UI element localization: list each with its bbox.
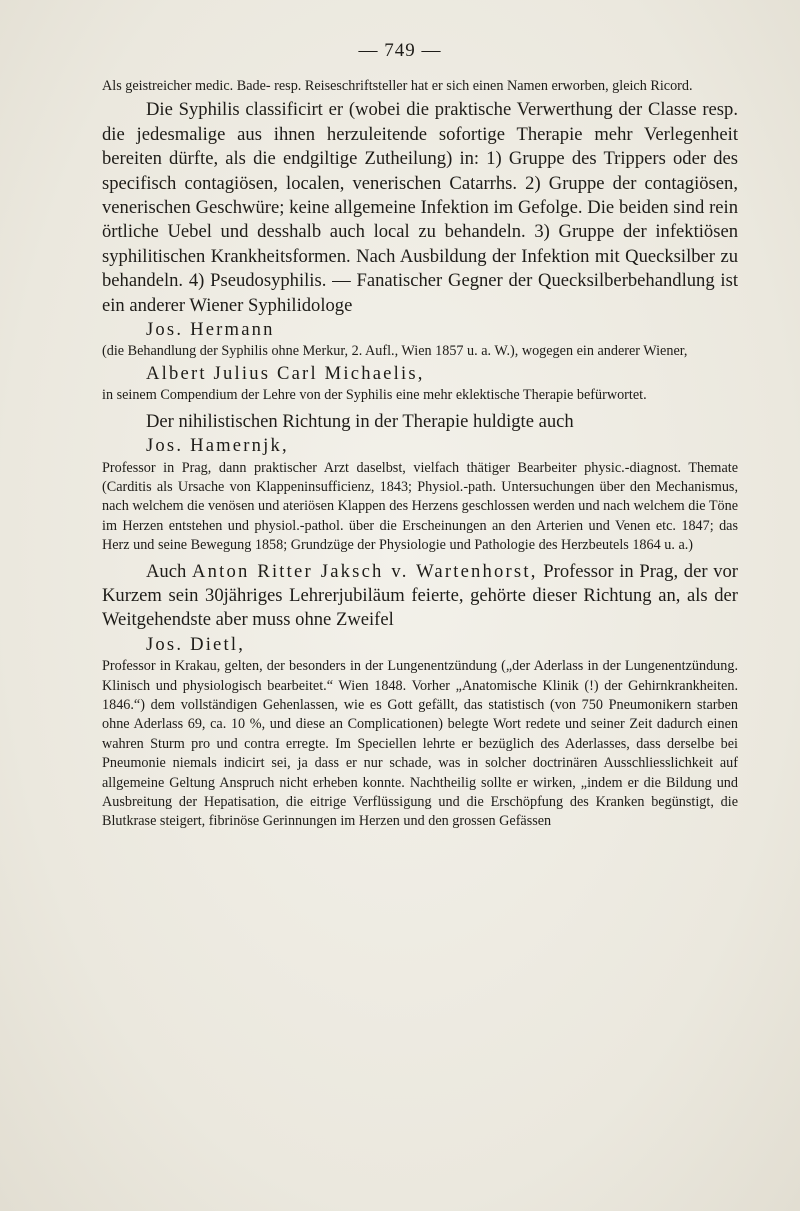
paragraph-jaksch <box>102 560 738 633</box>
paragraph-dietl-aderlass: Professor in Krakau, gelten, der besonders in der Lungenentzündung („der Aderlass in der Lungenentzündung. Klinisch und physiologisch bearbeitet.“ Wien 1848. Vorher „Anatomische Klinik (!) der Gehirnkrankheiten. 1846.“) dem vollständigen Gehenlassen, wie es Gott gefällt, das statistisch (von 750 Pneumonikern starben ohne Aderlass 69, ca. 10 %, und diese an Complicationen) belegte Wort redete und seiner Zeit dadurch einen wahren Sturm pro und contra erregte. Im Speciellen lehrte er bezüglich des Aderlasses, dass derselbe bei Pneumonie niemals indicirt sei, ja dass er nur schade, was in solcher doctrinären Ausschliesslichkeit auf allgemeine Geltung Anspruch nicht erheben konnte. Nachtheilig sollte er wirken, „indem er die Bildung und Ausbreitung der Hepatisation, die eitrige Verflüssigung und die Erschöpfung des Kranken begünstigt, die Blutkrase steigert, fibrinöse Gerinnungen im Herzen und den grossen Gefässen <box>102 658 738 830</box>
paragraph-hermann-reference: (die Behandlung der Syphilis ohne Merkur, 2. Aufl., Wien 1857 u. a. W.), wogegen ein anderer Wiener, <box>102 343 688 360</box>
paragraph-ricord: Als geistreicher medic. Bade- resp. Reiseschriftsteller hat er sich einen Namen erworben, gleich Ricord. <box>102 78 693 94</box>
paragraph-michaelis-compendium: in seinem Compendium der Lehre von der Syphilis eine mehr eklektische Therapie befürwortet. <box>102 387 647 404</box>
page-number: — 749 — <box>358 40 442 61</box>
page-body <box>102 77 738 832</box>
name-hamernjk: Jos. Hamernjk, <box>146 435 289 457</box>
paragraph-nihilistic-therapy: Der nihilistischen Richtung in der Therapie huldigte auch <box>146 410 574 432</box>
name-michaelis: Albert Julius Carl Michaelis, <box>146 362 425 384</box>
name-jaksch: Anton Ritter Jaksch v. Wartenhorst, <box>191 560 538 582</box>
name-hermann: Jos. Hermann <box>146 319 275 341</box>
paragraph-syphilis-classification: Die Syphilis classificirt er (wobei die praktische Verwerthung der Classe resp. die jedesmalige aus ihnen herzuleitende sofortige Therapie mehr Verlegenheit bereiten dürfte, als die endgiltige Zutheilung) in: 1) Gruppe des Trippers oder des specifisch contagiösen, localen, venerischen Catarrhs. 2) Gruppe der contagiösen, venerischen Geschwüre; keine allgemeine Infektion im Gefolge. Die beiden sind rein örtliche Uebel und desshalb auch local zu behandeln. 3) Gruppe der infektiösen syphilitischen Krankheitsformen. Nach Ausbildung der Infektion mit Quecksilber zu behandeln. 4) Pseudosyphilis. — Fanatischer Gegner der Quecksilberbehandlung ist ein anderer Wiener Syphilidologe <box>102 99 738 316</box>
jaksch-body-text: Professor in Prag, der vor Kurzem sein 30jähriges Lehrerjubiläum feierte, gehörte dieser Richtung an, als der Weitgehendste aber muss ohne Zweifel <box>102 560 738 631</box>
paragraph-hamernjk-works: Professor in Prag, dann praktischer Arzt daselbst, vielfach thätiger Bearbeiter physic.-diagnost. Themate (Carditis als Ursache von Klappeninsufficienz, 1843; Physiol.-path. Untersuchungen über den Mechanismus, nach welchem die venösen und ateriösen Klappen des Herzens geschlossen werden und nach welchem die Töne im Herzen entstehen und physiol.-pathol. über die Erscheinungen an den Arterien und Venen etc. 1847; das Herz und seine Bewegung 1858; Grundzüge der Physiologie und Pathologie des Herzbeutels 1864 u. a.) <box>102 459 738 554</box>
name-dietl: Jos. Dietl, <box>146 633 246 655</box>
jaksch-lead-text: Auch <box>146 560 192 582</box>
